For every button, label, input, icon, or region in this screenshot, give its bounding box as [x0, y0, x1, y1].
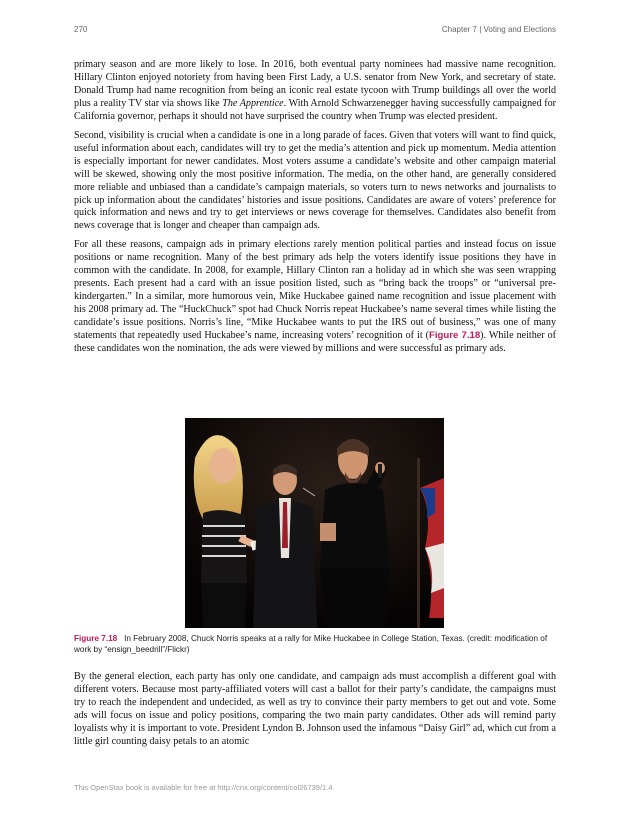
paragraph-3-part-1: For all these reasons, campaign ads in primary elections rarely mention political parties and instead focus on issue positions or name recognition. Many of the best primary ads help the voters identify issue positions they have in common with the candidate. In 2008, for example, Hillary Clinton ran a holiday ad in which she was seen wrapping presents. Each present had a card with an issue position listed, such as “bring back the troops” or “universal pre-kindergarten.” In a similar, more humorous vein, Mike Huckabee gained name recognition and issue placement with his 2008 primary ad. The “HuckChuck” spot had Chuck Norris repeat Huckabee’s name several times while listing the candidate’s issue positions. Norris’s line, “Mike Huckabee wants to put the IRS out of business,” was one of many statements that repeatedly used Huckabee’s name, increasing voters’ recognition of it (: [74, 239, 556, 342]
figure-link[interactable]: Figure 7.18: [429, 330, 481, 342]
figure-caption-text: In February 2008, Chuck Norris speaks at a rally for Mike Huckabee in College Station, Texas. (credit: modification of work by “ensign_beedrill”/Flickr): [74, 634, 548, 654]
chapter-title: Chapter 7 | Voting and Elections: [441, 25, 556, 34]
paragraph-1-part-1: primary season and are more likely to lose. In 2016, both eventual party nominees had massive name recognition. Hillary Clinton enjoyed notoriety from having been First Lady, a U.S. senator from New York, and secretary of state. Donald Trump had name recognition from being an iconic real estate tycoon with Trump buildings all over the world plus a reality TV star via shows like: [74, 59, 556, 109]
page-number: 270: [74, 25, 88, 34]
rally-photo-illustration: [185, 418, 444, 628]
paragraph-3: [74, 239, 556, 356]
paragraph-4: By the general election, each party has only one candidate, and campaign ads must accomplish a different goal with different voters. Because most party-affiliated voters will cast a ballot for their party’s candidate, the campaigns must try to reach the independent and undecided, as well as try to convince their party members to get out and vote. Some ads will focus on issue and policy positions, comparing the two main party candidates. Other ads will remind party loyalists why it is important to vote. President Lyndon B. Johnson used the infamous “Daisy Girl” ad, which cut from a little girl counting daisy petals to an atomic: [74, 671, 556, 747]
paragraph-2: Second, visibility is crucial when a candidate is one in a long parade of faces. Given that voters will want to find quick, useful information about each, candidates will try to get the media’s attention and pick up momentum. Media attention is especially important for newer candidates. Most voters assume a candidate’s website and other campaign material will be skewed, showing only the most positive information. The media, on the other hand, are generally considered more reliable and unbiased than a candidate’s campaign materials, so voters turn to news networks and journalists to pick up information about the candidates’ histories and issue positions. Candidates are aware of voters’ preference for quick information and news and try to get interviews or news coverage for themselves. Candidates also benefit from news coverage that is longer and cheaper than campaign ads.: [74, 129, 556, 232]
body-text-after-figure: [74, 671, 556, 755]
paragraph-3-part-2: ). While neither of these candidates won the nomination, the ads were viewed by millions and were successful as primary ads.: [74, 330, 557, 355]
paragraph-1-part-2: . With Arnold Schwarzenegger having successfully campaigned for California governor, perhaps it should not have surprised the country when Trump was elected president.: [74, 97, 557, 122]
figure-label: Figure 7.18: [74, 634, 118, 643]
page-header: [74, 25, 556, 37]
figure-photo: [185, 418, 444, 628]
paragraph-1: [74, 59, 556, 124]
page-footer: This OpenStax book is available for free at http://cnx.org/content/col26739/1.4: [74, 783, 333, 792]
figure-caption: [74, 633, 556, 655]
show-title: The Apprentice: [222, 97, 284, 109]
body-text: [74, 59, 556, 362]
